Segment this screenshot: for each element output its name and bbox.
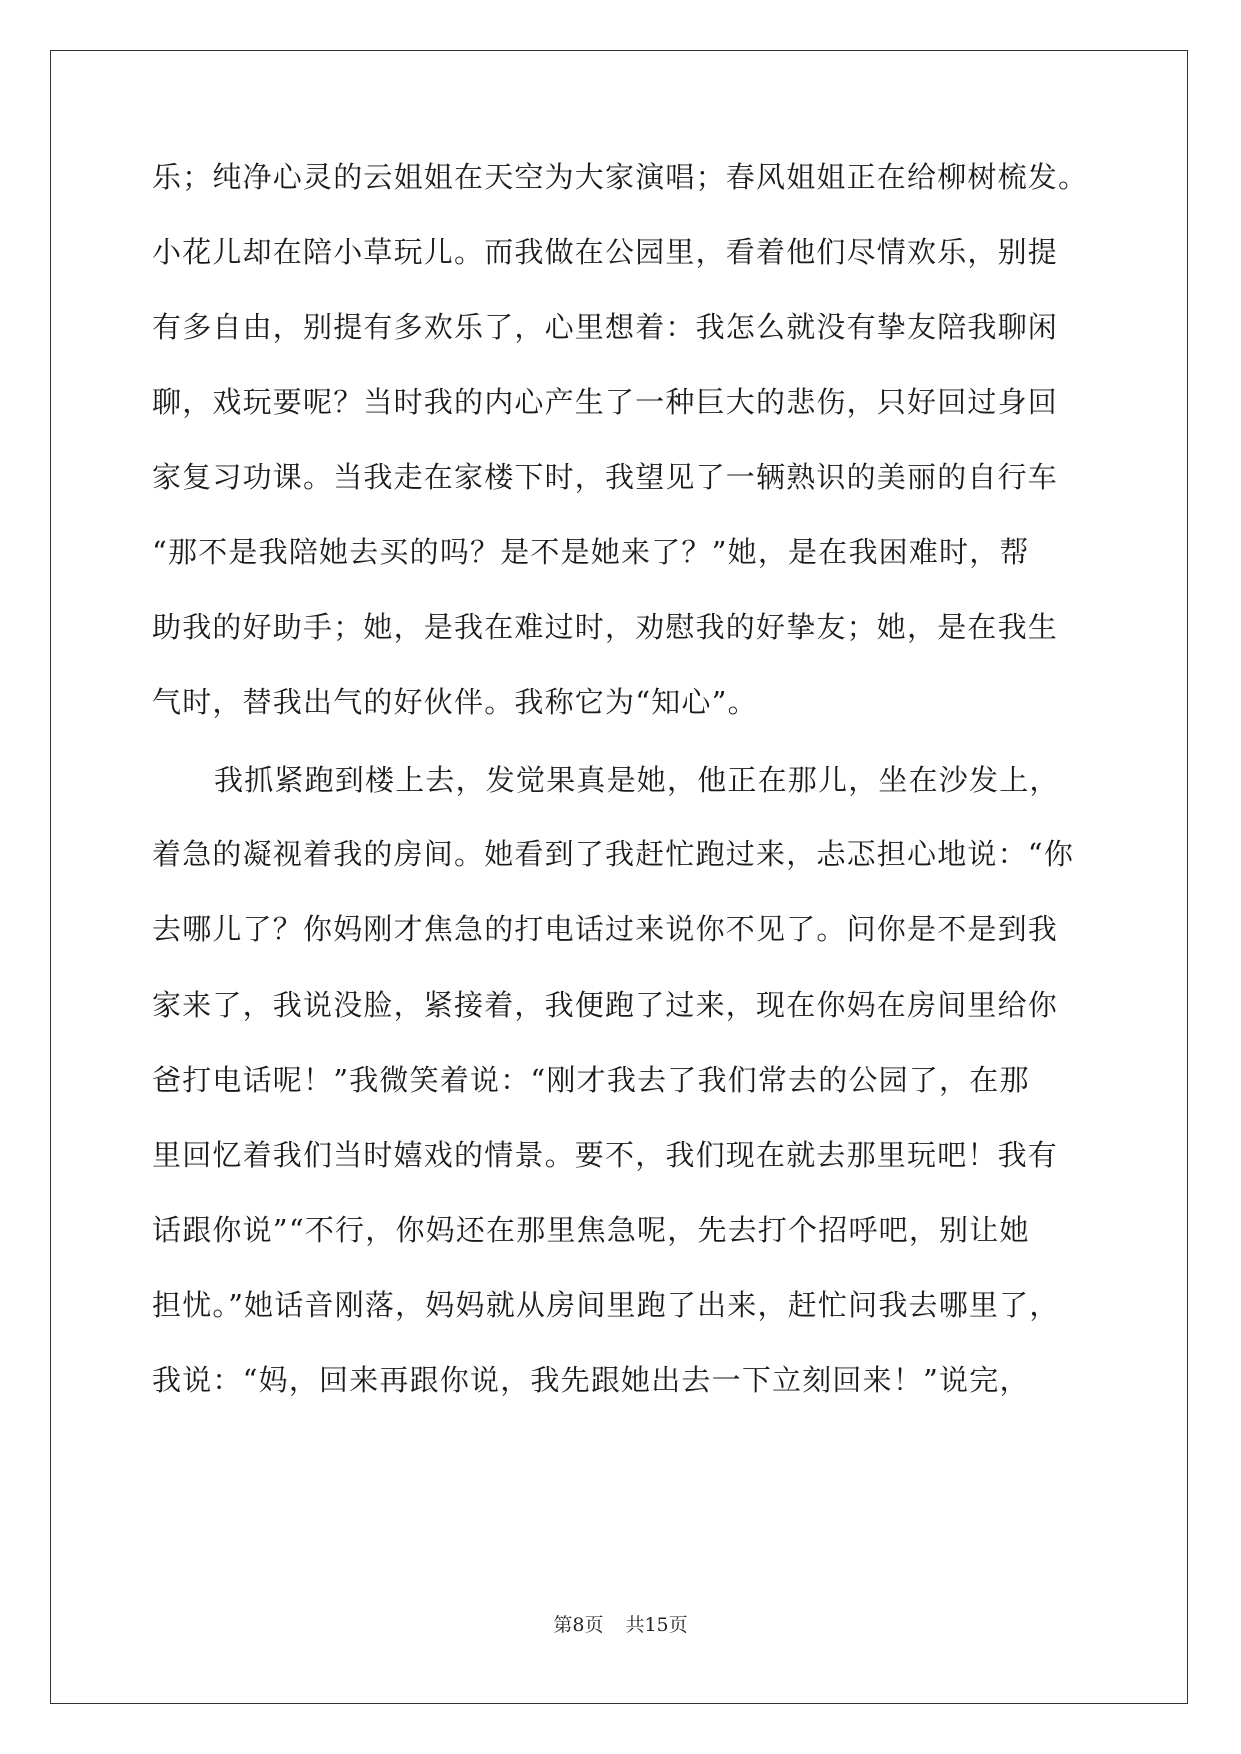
text-line: 聊，戏玩要呢？当时我的内心产生了一种巨大的悲伤，只好回过身回 — [152, 385, 1059, 419]
page-total: 共15页 — [625, 1614, 688, 1636]
text-line: 助我的好助手；她，是我在难过时，劝慰我的好挚友；她，是在我生 — [152, 610, 1059, 644]
text-line: 我说：“妈，回来再跟你说，我先跟她出去一下立刻回来！”说完， — [152, 1363, 1030, 1397]
page-number: 第8页 — [553, 1614, 604, 1636]
text-line: 爸打电话呢！”我微笑着说：“刚才我去了我们常去的公园了，在那 — [152, 1063, 1030, 1097]
text-line: 我抓紧跑到楼上去，发觉果真是她，他正在那儿，坐在沙发上， — [214, 763, 1060, 797]
text-line: 家复习功课。当我走在家楼下时，我望见了一辆熟识的美丽的自行车 — [152, 460, 1059, 494]
text-line: “那不是我陪她去买的吗？是不是她来了？”她，是在我困难时，帮 — [152, 535, 1030, 569]
text-line: 气时，替我出气的好伙伴。我称它为“知心”。 — [152, 685, 758, 719]
text-line: 乐；纯净心灵的云姐姐在天空为大家演唱；春风姐姐正在给柳树梳发。 — [152, 160, 1089, 194]
text-line: 里回忆着我们当时嬉戏的情景。要不，我们现在就去那里玩吧！我有 — [152, 1138, 1059, 1172]
text-line: 家来了，我说没脸，紧接着，我便跑了过来，现在你妈在房间里给你 — [152, 988, 1059, 1022]
text-line: 小花儿却在陪小草玩儿。而我做在公园里，看着他们尽情欢乐，别提 — [152, 235, 1059, 269]
text-line: 着急的凝视着我的房间。她看到了我赶忙跑过来，忐忑担心地说：“你 — [152, 837, 1075, 871]
page-footer — [0, 1613, 1241, 1637]
text-line: 担忧。”她话音刚落，妈妈就从房间里跑了出来，赶忙问我去哪里了， — [152, 1288, 1060, 1322]
text-line: 去哪儿了？你妈刚才焦急的打电话过来说你不见了。问你是不是到我 — [152, 912, 1059, 946]
text-line: 有多自由，别提有多欢乐了，心里想着：我怎么就没有挚友陪我聊闲 — [152, 310, 1059, 344]
text-line: 话跟你说”“不行，你妈还在那里焦急呢，先去打个招呼吧，别让她 — [152, 1213, 1030, 1247]
